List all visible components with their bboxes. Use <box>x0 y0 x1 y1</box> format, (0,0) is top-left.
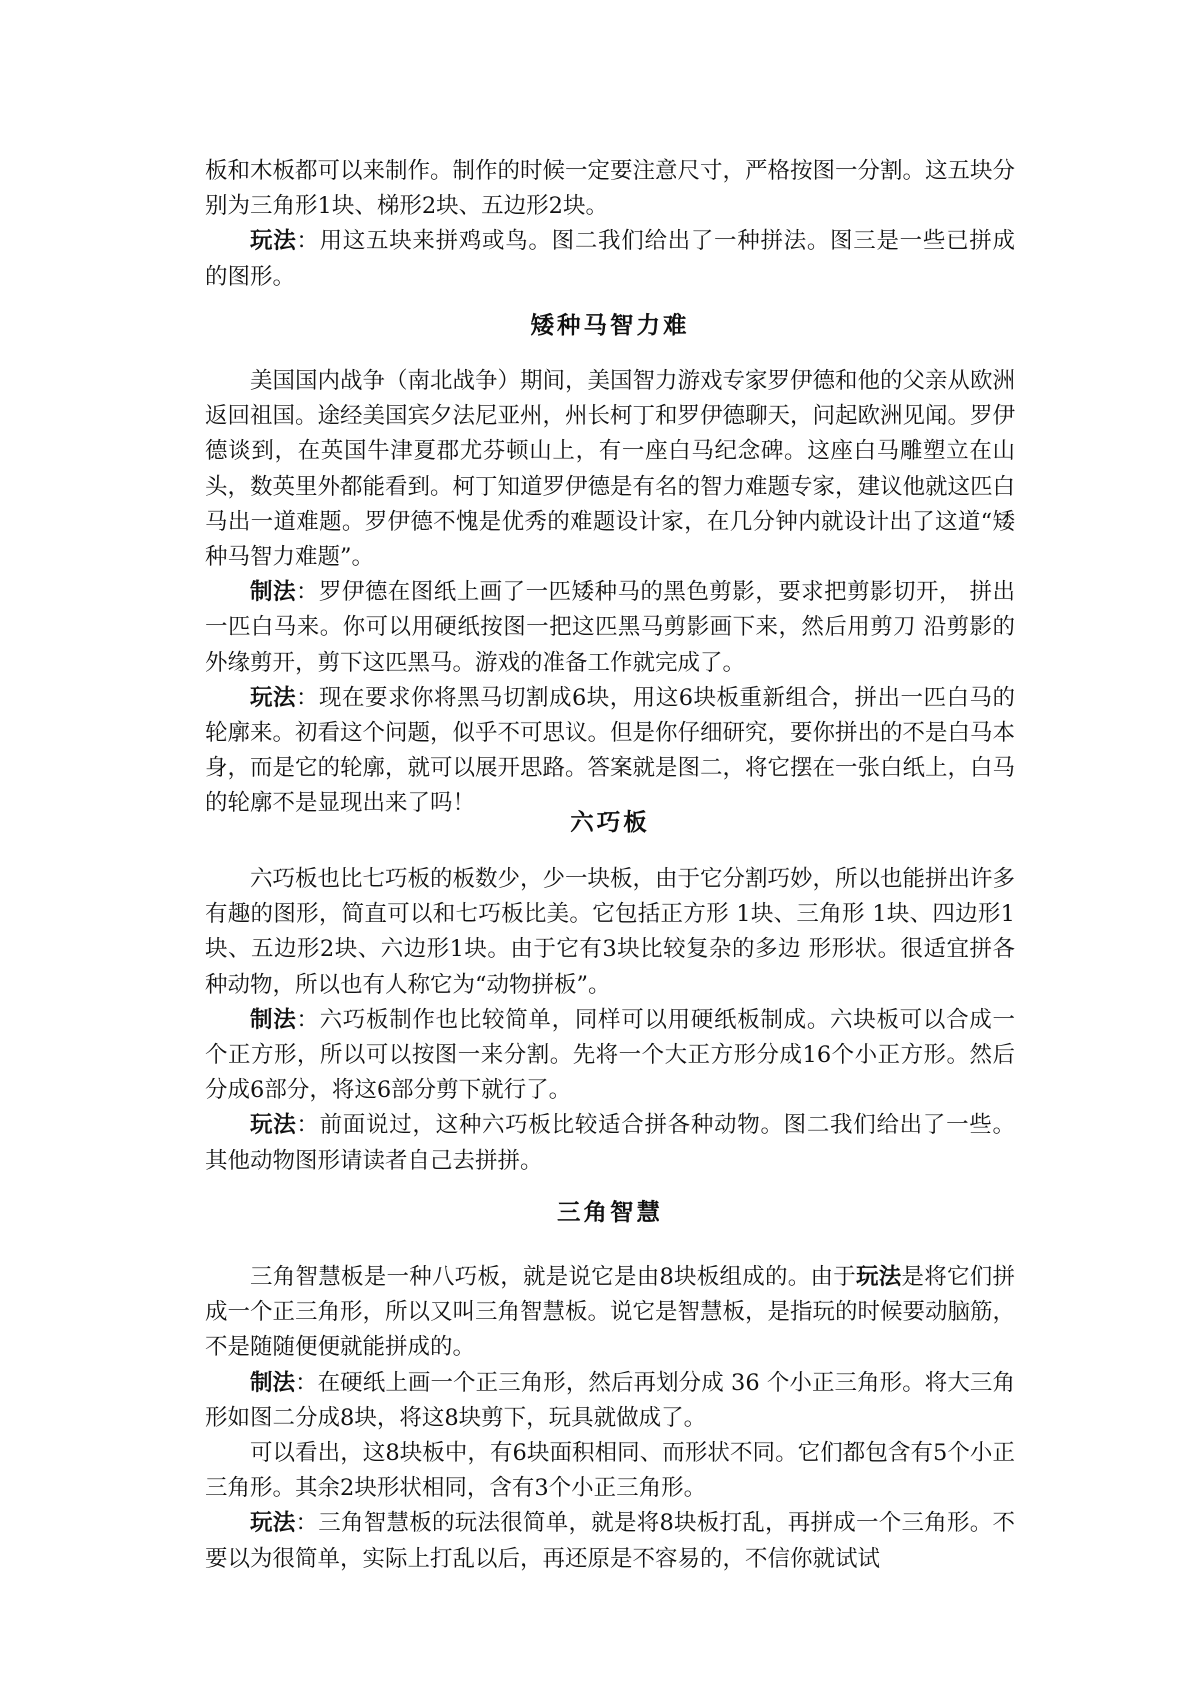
paragraph-make <box>205 1366 1015 1436</box>
continuation-block <box>205 154 1015 295</box>
paragraph-text: ：六巧板制作也比较简单，同样可以用硬纸板制成。六块板可以合成一个正方形，所以可以按图一来分割。先将一个大正方形分成16个小正方形。然后分成6部分，将这6部分剪下就行了。 <box>205 1006 1015 1104</box>
paragraph-text: ：在硬纸上画一个正三角形，然后再划分成 36 个小正三角形。将大三角形如图二分成8块，将这8块剪下，玩具就做成了。 <box>205 1369 1015 1431</box>
paragraph: 板和木板都可以来制作。制作的时候一定要注意尺寸，严格按图一分割。这五块分别为三角形1块、梯形2块、五边形2块。 <box>205 158 1016 220</box>
section-pony-body <box>205 364 1015 822</box>
paragraph-text: ：现在要求你将黑马切割成6块，用这6块板重新组合，拼出一匹白马的轮廓来。初看这个问题，似乎不可思议。但是你仔细研究，要你拼出的不是白马本身，而是它的轮廓，就可以展开思路。答案就是图二，将它摆在一张白纸上，白马的轮廓不是显现出来了吗！ <box>205 684 1016 817</box>
paragraph-play <box>205 1506 1015 1576</box>
label-make: 制法 <box>250 1369 296 1396</box>
section-title-six: 六巧板 <box>570 808 650 836</box>
paragraph-make <box>205 575 1015 681</box>
paragraph-text: ：罗伊德在图纸上画了一匹矮种马的黑色剪影，要求把剪影切开， 拼出一匹白马来。你可以用硬纸按图一把这匹黑马剪影画下来，然后用剪刀 沿剪影的外缘剪开，剪下这匹黑马。游戏的准备工作就完成了。 <box>205 579 1015 676</box>
paragraph-text: 是将它们拼成一个正三角形，所以又叫三角智慧板。说它是智慧板，是指玩的时候要动脑筋，不是随随便便就能拼成的。 <box>205 1264 1016 1361</box>
inline-bold: 玩法 <box>855 1264 902 1290</box>
section-title-triangle: 三角智慧 <box>557 1198 663 1226</box>
section-triangle-body <box>205 1260 1015 1577</box>
paragraph-text: ：前面说过，这种六巧板比较适合拼各种动物。图二我们给出了一些。其他动物图形请读者自己去拼拼。 <box>205 1112 1015 1174</box>
paragraph-play <box>205 1108 1015 1178</box>
paragraph-make <box>205 1003 1015 1109</box>
paragraph-note: 可以看出，这8块板中，有6块面积相同、而形状不同。它们都包含有5个小正三角形。其余2块形状相同，含有3个小正三角形。 <box>205 1440 1015 1502</box>
label-play: 玩法 <box>250 228 297 255</box>
section-six-body <box>205 862 1015 1179</box>
paragraph-intro: 美国国内战争（南北战争）期间，美国智力游戏专家罗伊德和他的父亲从欧洲返回祖国。途经美国宾夕法尼亚州，州长柯丁和罗伊德聊天，问起欧洲见闻。罗伊德谈到，在英国牛津夏郡尤芬顿山上，有一座白马纪念碑。这座白马雕塑立在山头，数英里外都能看到。柯丁知道罗伊德是有名的智力难题专家，建议他就这匹白马出一道难题。罗伊德不愧是优秀的难题设计家，在几分钟内就设计出了这道“矮种马智力难题”。 <box>205 368 1016 571</box>
label-make: 制法 <box>250 579 296 606</box>
paragraph-text: ：三角智慧板的玩法很简单，就是将8块板打乱，再拼成一个三角形。不要以为很简单，实际上打乱以后，再还原是不容易的，不信你就试试 <box>205 1510 1015 1572</box>
paragraph-text: ：用这五块来拼鸡或鸟。图二我们给出了一种拼法。图三是一些已拼成的图形。 <box>205 228 1015 290</box>
paragraph-intro <box>205 1260 1015 1366</box>
label-make: 制法 <box>250 1006 297 1033</box>
label-play: 玩法 <box>250 1510 296 1537</box>
paragraph-intro: 六巧板也比七巧板的板数少，少一块板，由于它分割巧妙，所以也能拼出许多有趣的图形，简直可以和七巧板比美。它包括正方形 1块、三角形 1块、四边形1块、五边形2块、六边形1块。由于它有3块比较复杂的多边 形形状。很适宜拼各种动物，所以也有人称它为“动物拼板”。 <box>205 866 1016 998</box>
label-play: 玩法 <box>250 684 296 711</box>
paragraph-play <box>205 681 1015 822</box>
paragraph-text: 三角智慧板是一种八巧板，就是说它是由8块板组成的。由于 <box>250 1264 856 1290</box>
label-play: 玩法 <box>250 1112 297 1139</box>
section-title-pony: 矮种马智力难 <box>530 311 690 339</box>
paragraph-play <box>205 224 1015 294</box>
